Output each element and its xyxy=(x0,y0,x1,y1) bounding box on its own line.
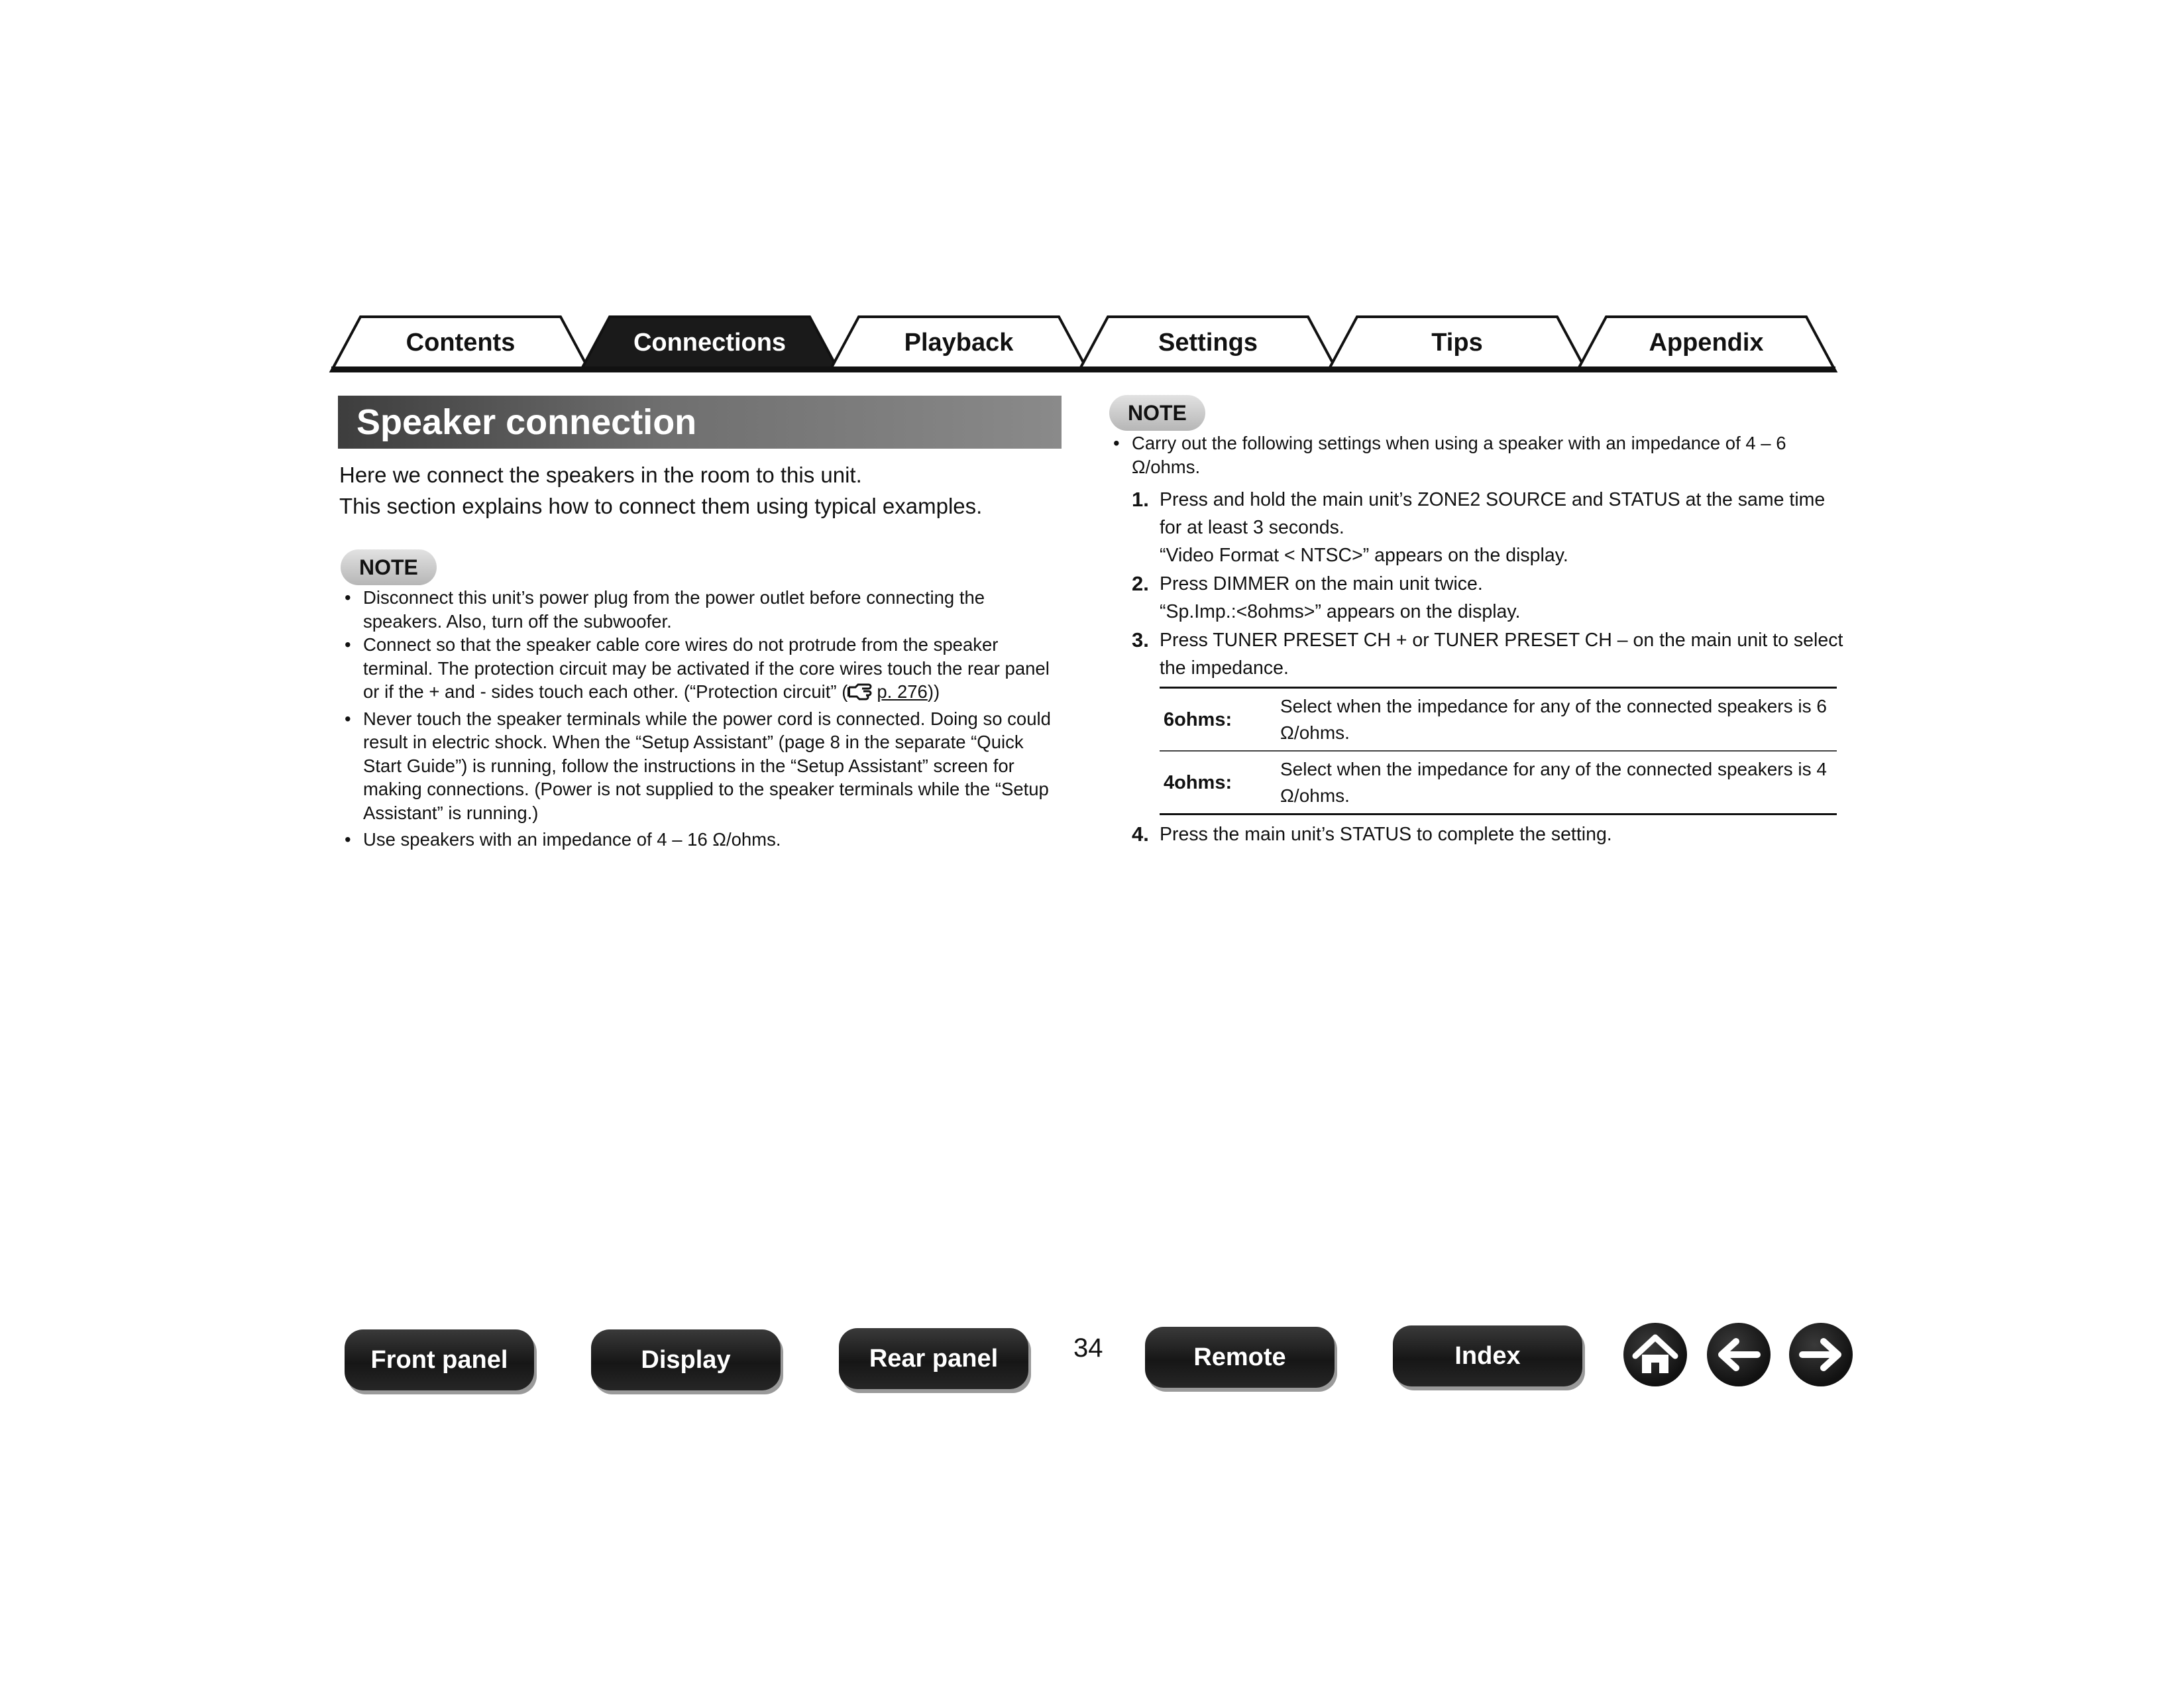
table-row xyxy=(1160,750,1837,813)
step-number: 4. xyxy=(1132,822,1149,846)
tab-tips[interactable] xyxy=(1328,311,1586,371)
tab-connections-label: Connections xyxy=(633,329,787,357)
tab-appendix-label: Appendix xyxy=(1649,329,1764,357)
display-button[interactable]: Display xyxy=(591,1329,781,1390)
note-text-end: )) xyxy=(927,681,940,702)
impedance-description: Select when the impedance for any of the connected speakers is 6 Ω/ohms. xyxy=(1280,695,1827,743)
bullet: • xyxy=(345,587,351,608)
step-number: 1. xyxy=(1132,488,1149,511)
tab-connections[interactable] xyxy=(580,311,839,371)
list-item xyxy=(341,707,1056,825)
list-item xyxy=(341,586,1056,633)
rear-panel-button[interactable]: Rear panel xyxy=(839,1328,1028,1389)
arrow-left-icon xyxy=(1707,1323,1771,1386)
right-note-list xyxy=(1109,431,1831,478)
impedance-key: 6ohms: xyxy=(1164,708,1232,730)
home-button[interactable] xyxy=(1623,1323,1687,1386)
step-text: Press and hold the main unit’s ZONE2 SOURCE and STATUS at the same time for at least 3 seconds. xyxy=(1160,489,1826,538)
right-note-badge: NOTE xyxy=(1109,395,1205,431)
tab-settings-label: Settings xyxy=(1158,329,1258,357)
step-number: 3. xyxy=(1132,628,1149,651)
note-text: Use speakers with an impedance of 4 – 16 Ω/ohms. xyxy=(363,829,781,850)
index-button[interactable]: Index xyxy=(1393,1325,1582,1386)
table-row xyxy=(1160,689,1837,750)
tab-bar-rule xyxy=(331,366,1835,371)
intro-line-2: This section explains how to connect them using typical examples. xyxy=(339,494,983,518)
step-text: Press TUNER PRESET CH + or TUNER PRESET CH – on the main unit to select the impedance. xyxy=(1160,630,1843,679)
impedance-key: 4ohms: xyxy=(1164,771,1232,793)
bullet: • xyxy=(345,829,351,850)
bullet: • xyxy=(345,708,351,729)
tab-playback-label: Playback xyxy=(904,329,1014,357)
tab-contents[interactable] xyxy=(331,311,590,371)
left-note-badge: NOTE xyxy=(341,549,437,585)
step-1 xyxy=(1128,486,1850,569)
bullet: • xyxy=(345,634,351,655)
step-sub: “Sp.Imp.:<8ohms>” appears on the display. xyxy=(1160,601,1521,622)
note-text: Disconnect this unit’s power plug from the power outlet before connecting the speakers. Also, turn off the subwoofer. xyxy=(363,587,985,632)
arrow-right-icon xyxy=(1789,1323,1853,1386)
tab-appendix[interactable] xyxy=(1577,311,1835,371)
note-text: Connect so that the speaker cable core wires do not protrude from the speaker terminal. The protection circuit may be activated if the core wires touch the rear panel or if the + and - sides touch each other. (“Protection circuit” ( xyxy=(363,634,1050,702)
tab-contents-label: Contents xyxy=(406,329,516,357)
step-text: Press the main unit’s STATUS to complete the setting. xyxy=(1160,824,1612,845)
note-text: Carry out the following settings when using a speaker with an impedance of 4 – 6 Ω/ohms. xyxy=(1132,433,1786,477)
front-panel-button[interactable]: Front panel xyxy=(345,1329,534,1390)
step-4 xyxy=(1128,820,1850,848)
step-2 xyxy=(1128,570,1850,626)
step-text: Press DIMMER on the main unit twice. xyxy=(1160,573,1483,594)
home-icon xyxy=(1623,1323,1687,1386)
tab-playback[interactable] xyxy=(830,311,1088,371)
page-number: 34 xyxy=(1073,1333,1103,1363)
tab-settings[interactable] xyxy=(1079,311,1337,371)
step-sub: “Video Format < NTSC>” appears on the display. xyxy=(1160,545,1568,566)
list-item xyxy=(1109,431,1831,478)
tab-bar xyxy=(331,305,1835,371)
list-item xyxy=(341,828,1056,852)
tab-tips-label: Tips xyxy=(1431,329,1483,357)
intro-line-1: Here we connect the speakers in the room to this unit. xyxy=(339,463,862,487)
left-note-list xyxy=(341,586,1056,852)
pointing-hand-icon xyxy=(847,683,877,701)
step-3 xyxy=(1128,626,1850,682)
step-number: 2. xyxy=(1132,572,1149,595)
remote-button[interactable]: Remote xyxy=(1145,1327,1335,1388)
list-item xyxy=(341,633,1056,704)
forward-button[interactable] xyxy=(1789,1323,1853,1386)
bullet: • xyxy=(1113,433,1120,453)
impedance-table xyxy=(1160,687,1837,815)
protection-circuit-ref-link[interactable]: p. 276 xyxy=(877,681,928,702)
note-text: Never touch the speaker terminals while the power cord is connected. Doing so could result in electric shock. When the “Setup Assistant” (page 8 in the separate “Quick Start Guide”) is running, follow the instructions in the “Setup Assistant” screen for making connections. (Power is not supplied to the speaker terminals while the “Setup Assistant” is running.) xyxy=(363,708,1051,823)
impedance-description: Select when the impedance for any of the connected speakers is 4 Ω/ohms. xyxy=(1280,758,1827,806)
section-title: Speaker connection xyxy=(338,396,1062,449)
back-button[interactable] xyxy=(1707,1323,1771,1386)
section-intro xyxy=(339,459,1068,522)
